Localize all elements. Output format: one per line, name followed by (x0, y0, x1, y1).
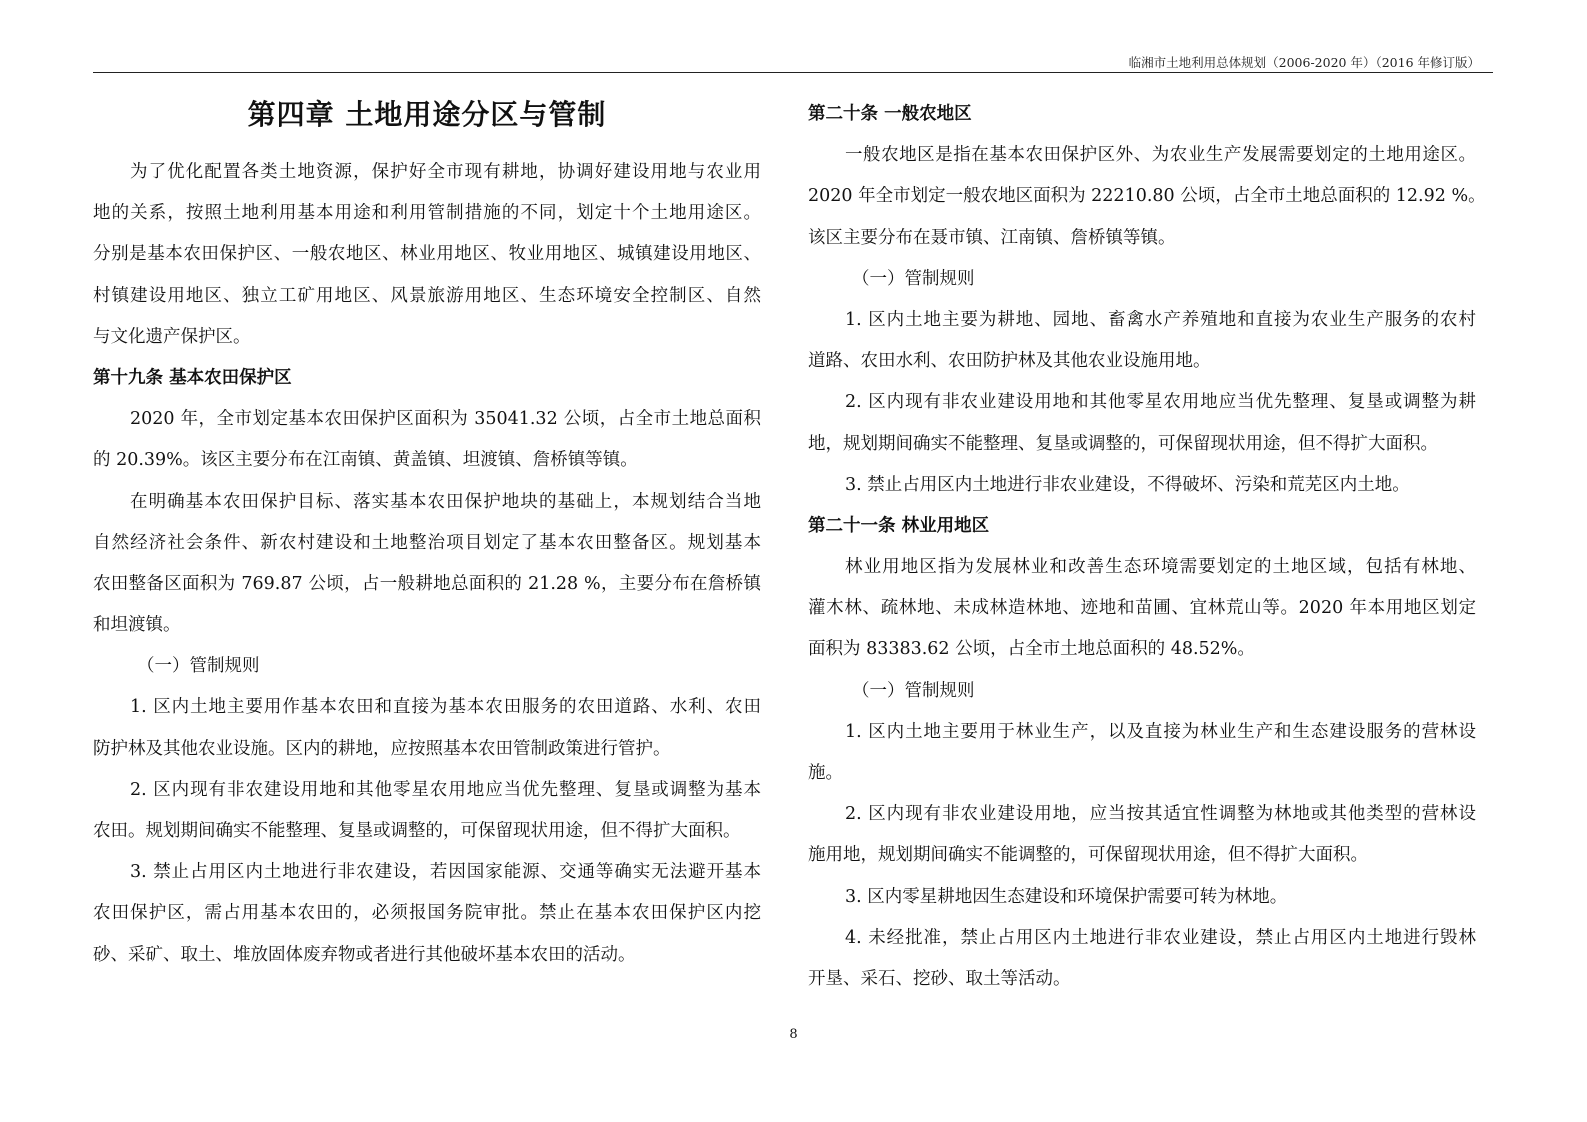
text-line: 3. 禁止占用区内土地进行非农业建设，不得破坏、污染和荒芜区内土地。 (845, 474, 1410, 495)
text-line: 一般农地区是指在基本农田保护区外、为农业生产发展需要划定的土地用途区。 (845, 145, 1476, 166)
text-line: 3. 禁止占用区内土地进行非农建设，若因国家能源、交通等确实无法避开基本 (130, 862, 761, 883)
text-line: 分别是基本农田保护区、一般农地区、林业用地区、牧业用地区、城镇建设用地区、 (93, 244, 761, 265)
header-divider (93, 72, 1493, 73)
text-line: （一）管制规则 (852, 268, 975, 289)
paragraph (808, 465, 1476, 506)
paragraph (808, 794, 1476, 876)
paragraph (808, 877, 1476, 918)
text-line: 施用地，规划期间确实不能调整的，可保留现状用途，但不得扩大面积。 (808, 845, 1368, 866)
subsection-heading (808, 259, 1476, 300)
text-line: 2. 区内现有非农业建设用地，应当按其适宜性调整为林地或其他类型的营林设 (845, 804, 1476, 825)
text-line: 3. 区内零星耕地因生态建设和环境保护需要可转为林地。 (845, 886, 1288, 907)
paragraph (93, 687, 761, 769)
subsection-heading (93, 646, 761, 687)
text-line: 农田保护区，需占用基本农田的，必须报国务院审批。禁止在基本农田保护区内挖 (93, 903, 761, 924)
text-line: 为了优化配置各类土地资源，保护好全市现有耕地，协调好建设用地与农业用 (130, 162, 761, 182)
text-line: 第二十一条 林业用地区 (808, 515, 990, 536)
text-line: 地的关系，按照土地利用基本用途和利用管制措施的不同，划定十个土地用途区。 (93, 203, 761, 224)
left-column (93, 152, 761, 976)
paragraph (93, 852, 761, 976)
paragraph (808, 135, 1486, 259)
text-line: 道路、农田水利、农田防护林及其他农业设施用地。 (808, 351, 1211, 372)
text-line: 1. 区内土地主要用作基本农田和直接为基本农田服务的农田道路、水利、农田 (130, 697, 761, 718)
text-line: 农田整备区面积为 769.87 公顷，占一般耕地总面积的 21.28 %，主要分布在詹桥镇 (93, 573, 761, 594)
text-line: 防护林及其他农业设施。区内的耕地，应按照基本农田管制政策进行管护。 (93, 738, 671, 759)
text-line: 砂、采矿、取土、堆放固体废弃物或者进行其他破坏基本农田的活动。 (93, 944, 636, 965)
text-line: （一）管制规则 (137, 656, 260, 677)
text-line: 的 20.39%。该区主要分布在江南镇、黄盖镇、坦渡镇、詹桥镇等镇。 (93, 450, 638, 471)
section-heading (808, 506, 1476, 547)
running-header: 临湘市土地利用总体规划（2006-2020 年）（2016 年修订版） (1128, 55, 1480, 70)
text-line: 在明确基本农田保护目标、落实基本农田保护地块的基础上，本规划结合当地 (130, 491, 761, 512)
text-line: 2. 区内现有非农业建设用地和其他零星农用地应当优先整理、复垦或调整为耕 (845, 392, 1476, 413)
paragraph (93, 152, 761, 358)
paragraph (93, 770, 761, 852)
page-number: 8 (789, 1027, 798, 1042)
text-line: 该区主要分布在聂市镇、江南镇、詹桥镇等镇。 (808, 227, 1176, 248)
paragraph (808, 712, 1476, 794)
paragraph (808, 300, 1476, 382)
text-line: 开垦、采石、挖砂、取土等活动。 (808, 968, 1071, 989)
paragraph (93, 399, 761, 481)
text-line: 施。 (808, 763, 843, 783)
chapter-title: 第四章 土地用途分区与管制 (247, 98, 607, 131)
paragraph (808, 382, 1476, 464)
text-line: 4. 未经批准，禁止占用区内土地进行非农业建设，禁止占用区内土地进行毁林 (845, 927, 1476, 948)
text-line: 农田。规划期间确实不能整理、复垦或调整的，可保留现状用途，但不得扩大面积。 (93, 821, 741, 841)
text-line: 1. 区内土地主要用于林业生产，以及直接为林业生产和生态建设服务的营林设 (845, 721, 1476, 742)
section-heading (808, 94, 1476, 135)
text-line: 第二十条 一般农地区 (808, 104, 972, 124)
text-line: 1. 区内土地主要为耕地、园地、畜禽水产养殖地和直接为农业生产服务的农村 (845, 309, 1476, 330)
right-column (808, 94, 1486, 1000)
paragraph (808, 547, 1476, 671)
text-line: 第十九条 基本农田保护区 (93, 367, 292, 388)
text-line: 灌木林、疏林地、未成林造林地、迹地和苗圃、宜林荒山等。2020 年本用地区划定 (808, 598, 1476, 619)
text-line: 2020 年，全市划定基本农田保护区面积为 35041.32 公顷，占全市土地总面积 (130, 409, 761, 430)
text-line: 林业用地区指为发展林业和改善生态环境需要划定的土地区域，包括有林地、 (845, 557, 1476, 578)
section-heading (93, 358, 761, 399)
paragraph (93, 482, 761, 647)
paragraph (808, 918, 1476, 1000)
text-line: 2020 年全市划定一般农地区面积为 22210.80 公顷，占全市土地总面积的 12.92 %。 (808, 186, 1486, 207)
text-line: 2. 区内现有非农建设用地和其他零星农用地应当优先整理、复垦或调整为基本 (130, 779, 761, 800)
text-line: 地，规划期间确实不能整理、复垦或调整的，可保留现状用途，但不得扩大面积。 (808, 433, 1438, 454)
text-line: 与文化遗产保护区。 (93, 326, 251, 347)
text-line: （一）管制规则 (852, 680, 975, 701)
text-line: 和坦渡镇。 (93, 615, 181, 636)
text-line: 自然经济社会条件、新农村建设和土地整治项目划定了基本农田整备区。规划基本 (93, 532, 761, 553)
text-line: 村镇建设用地区、独立工矿用地区、风景旅游用地区、生态环境安全控制区、自然 (93, 285, 761, 306)
subsection-heading (808, 671, 1476, 712)
text-line: 面积为 83383.62 公顷，占全市土地总面积的 48.52%。 (808, 639, 1255, 660)
